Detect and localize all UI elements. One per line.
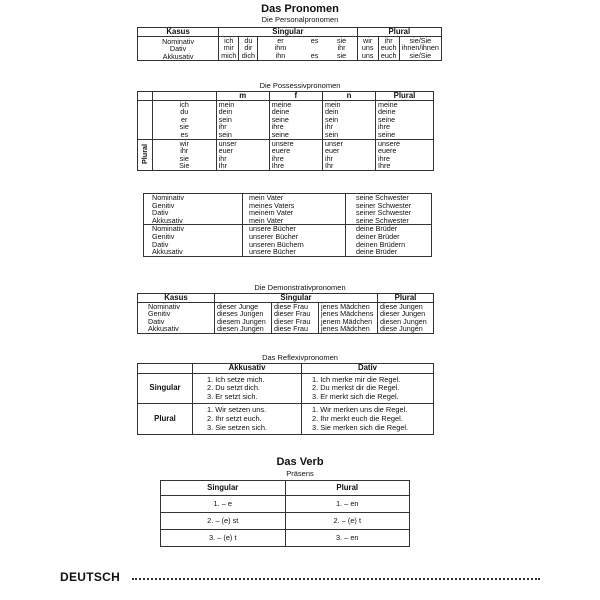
- verb-pl-2: 2. – (e) t: [285, 513, 410, 530]
- footer-label: DEUTSCH: [60, 570, 121, 584]
- reflexiv-plural-dat: 1. Wir merken uns die Regel. 2. Ihr merkt euch die Regel. 3. Sie merken sich die Regel.: [302, 404, 434, 435]
- pron-wir: wir uns uns: [357, 36, 378, 61]
- reflexiv-title: Das Reflexivpronomen: [262, 353, 338, 362]
- decl-deine-brueder: deine Brüder deiner Brüder deinen Brüdern deine Brüder: [346, 225, 432, 256]
- decl-cases-1: Nominativ Genitiv Dativ Akkusativ: [144, 194, 243, 225]
- personal-subtitle: Die Personalpronomen: [261, 15, 339, 24]
- verb-sg-2: 2. – (e) st: [161, 513, 286, 530]
- header-akkusativ: Akkusativ: [193, 364, 302, 374]
- header-singular: Singular: [161, 481, 286, 496]
- header-m: m: [216, 92, 269, 101]
- case-labels: Nominativ Dativ Akkusativ: [138, 36, 219, 61]
- header-singular: Singular: [215, 294, 378, 303]
- verb-sg-1: 1. – e: [161, 496, 286, 513]
- header-plural: Plural: [378, 294, 434, 303]
- reflexiv-singular-akk: 1. Ich setze mich. 2. Du setzt dich. 3. Er setzt sich.: [193, 373, 302, 404]
- demo-m: dieser Junge dieses Jungen diesem Jungen diesen Jungen: [215, 302, 272, 333]
- plural-n: unser euer ihr Ihr: [322, 139, 375, 170]
- demo-cases: Nominativ Genitiv Dativ Akkusativ: [138, 302, 215, 333]
- header-kasus: Kasus: [138, 28, 219, 37]
- plural-f: unsere euere ihre Ihre: [269, 139, 322, 170]
- possessiv-title: Die Possessivpronomen: [259, 81, 341, 90]
- singular-pl: meine deine seine ihre seine: [376, 100, 434, 139]
- declension-table: [143, 193, 432, 257]
- demonstrative-pronoun-table: [137, 293, 434, 334]
- demo-f: diese Frau dieser Frau dieser Frau diese Frau: [272, 302, 319, 333]
- footer-dotted-line: [132, 578, 540, 580]
- pron-ihr: ihr euch euch: [378, 36, 399, 61]
- header-plural: Plural: [376, 92, 434, 101]
- decl-seine-schwester: seine Schwester seiner Schwester seiner Schwester seine Schwester: [346, 194, 432, 225]
- singular-n: mein dein sein ihr sein: [322, 100, 375, 139]
- header-n: n: [322, 92, 375, 101]
- singular-m: mein dein sein ihr sein: [216, 100, 269, 139]
- reflexiv-singular-dat: 1. Ich merke mir die Regel. 2. Du merkst dir die Regel. 3. Er merkt sich die Regel.: [302, 373, 434, 404]
- header-dativ: Dativ: [302, 364, 434, 374]
- header-singular: Singular: [219, 28, 357, 37]
- demo-n: jenes Mädchen jenes Mädchens jenem Mädchen jenes Mädchen: [319, 302, 378, 333]
- verb-title: Das Verb: [276, 456, 324, 468]
- personal-pronoun-table: [137, 27, 442, 61]
- header-plural: Plural: [285, 481, 410, 496]
- header-plural: Plural: [357, 28, 441, 37]
- row-label-plural: Plural: [138, 404, 193, 435]
- decl-unsere-buecher: unsere Bücher unserer Bücher unseren Büchern unsere Bücher: [243, 225, 346, 256]
- plural-side-label: Plural: [140, 143, 150, 164]
- reflexive-pronoun-table: [137, 363, 434, 435]
- plural-m: unser euer ihr Ihr: [216, 139, 269, 170]
- header-kasus: Kasus: [138, 294, 215, 303]
- plural-pronouns: wir ihr sie Sie: [152, 139, 216, 170]
- decl-mein-vater: mein Vater meines Vaters meinem Vater mein Vater: [243, 194, 346, 225]
- singular-f: meine deine seine ihre seine: [269, 100, 322, 139]
- row-label-singular: Singular: [138, 373, 193, 404]
- pron-sie: sie ihr sie: [327, 36, 358, 61]
- decl-cases-2: Nominativ Genitiv Dativ Akkusativ: [144, 225, 243, 256]
- header-f: f: [269, 92, 322, 101]
- pron-sie-plural: sie/Sie ihnen/ihnen sie/Sie: [399, 36, 441, 61]
- singular-pronouns: ich du er sie es: [152, 100, 216, 139]
- verb-sg-3: 3. – (e) t: [161, 530, 286, 547]
- pron-du: du dir dich: [239, 36, 258, 61]
- possessive-pronoun-table: [137, 91, 434, 171]
- verb-subtitle: Präsens: [286, 469, 314, 478]
- verb-ending-table: [160, 480, 410, 547]
- verb-pl-1: 1. – en: [285, 496, 410, 513]
- demo-pl: diese Jungen dieser Jungen diesen Jungen diese Jungen: [378, 302, 434, 333]
- pron-er: er ihm ihn: [258, 36, 303, 61]
- reflexiv-plural-akk: 1. Wir setzen uns. 2. Ihr setzt euch. 3. Sie setzen sich.: [193, 404, 302, 435]
- pron-ich: ich mir mich: [219, 36, 239, 61]
- page-title: Das Pronomen: [261, 3, 339, 15]
- pron-es: es es: [303, 36, 327, 61]
- verb-pl-3: 3. – en: [285, 530, 410, 547]
- plural-pl: unsere euere ihre Ihre: [376, 139, 434, 170]
- demonstrativ-title: Die Demonstrativpronomen: [254, 283, 346, 292]
